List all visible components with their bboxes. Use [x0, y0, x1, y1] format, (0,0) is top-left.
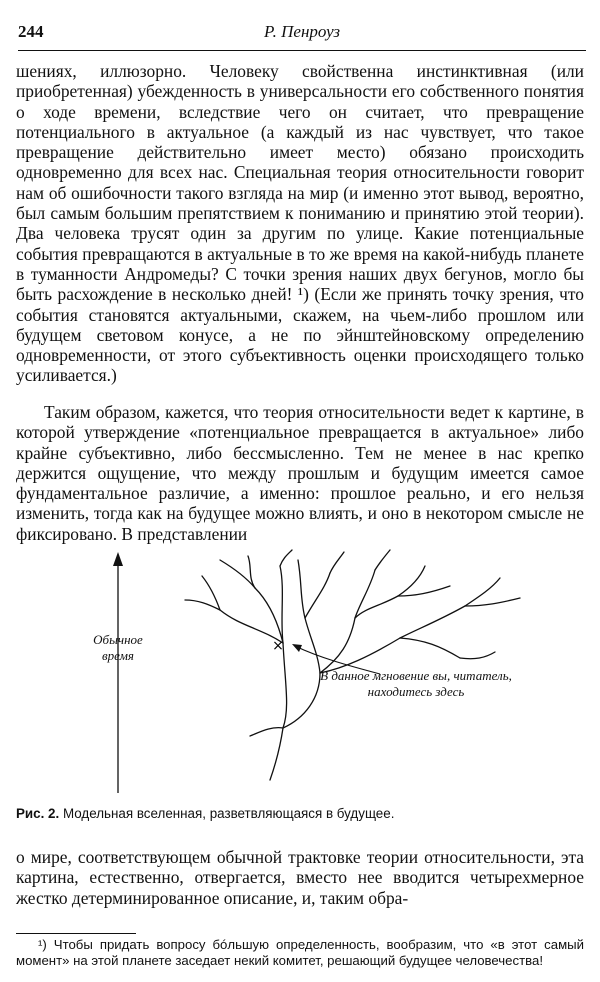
time-axis-label: Обычное время [93, 632, 143, 663]
paragraph-3-text: о мире, соответствующем обычной трактовке теории относительности, эта картина, естественно, отвергается, вместо нее вводится четырехмерное жестко детерминированное описание, и, таким обра- [16, 847, 584, 908]
annotation-arrowhead [292, 644, 302, 652]
header-rule [18, 50, 586, 51]
footnote-rule [16, 933, 136, 934]
figure-caption-text: Модельная вселенная, разветвляющаяся в будущее. [62, 806, 395, 821]
running-title: Р. Пенроуз [263, 22, 341, 41]
current-moment-marker: × [272, 638, 284, 654]
paragraph-1-text: шениях, иллюзорно. Человеку свойственна инстинктивная (или приобретенная) убежденность в универсальности его собственного понятия о ходе времени, вследствие чего он считает, что превращение потенциального в актуальное (а каждый из нас чувствует, что такое превращение действительно имеет место) обязано происходить одновременно для всех нас. Специальная теория относительности говорит нам об ошибочности такого взгляда на мир (и именно этот вывод, вероятно, был самым большим препятствием к пониманию и принятию этой теории). Два человека трусят один за другим по улице. Какие потенциальные события превращаются в актуальные в то же время на какой-нибудь планете в туманности Андромеды? С точки зрения наших двух бегунов, могло бы быть расхождение в несколько дней! ¹) (Если же принять точку зрения, что события становятся актуальными, скажем, на чьем-либо прошлом или будущем световом конусе, а не по эйнштейновскому определению одновременности, от этого субъективность оценки происходящего только усиливается.) [16, 61, 584, 386]
page-number: 244 [18, 22, 44, 41]
figure-caption [16, 806, 394, 821]
branching-universe-figure [80, 548, 540, 798]
paragraph-2 [16, 402, 584, 544]
paragraph-2-text: Таким образом, кажется, что теория относительности ведет к картине, в которой утверждение «потенциальное превращается в актуальное» либо крайне субъективно, либо бессмысленно. Тем не менее в нас крепко держится ощущение, что между прошлым и будущим имеется самое фундаментальное различие, а именно: прошлое реально, и его нельзя изменить, тогда как на будущее можно влиять, и оно в некотором смысле не фиксировано. В представлении [16, 402, 584, 544]
annotation-label: В данное мгновение вы, читатель, находитесь здесь [320, 668, 512, 699]
paragraph-1 [16, 61, 584, 386]
page-header [18, 22, 586, 46]
figure-caption-number: Рис. 2. [16, 806, 60, 821]
branch-lines [185, 550, 520, 780]
footnote: ¹) Чтобы придать вопросу бóльшую определенность, вообразим, что «в этот самый момент» на этой планете заседает некий комитет, решающий будущее человечества! [16, 937, 584, 968]
paragraph-3 [16, 847, 584, 908]
time-axis-arrowhead [113, 552, 123, 566]
